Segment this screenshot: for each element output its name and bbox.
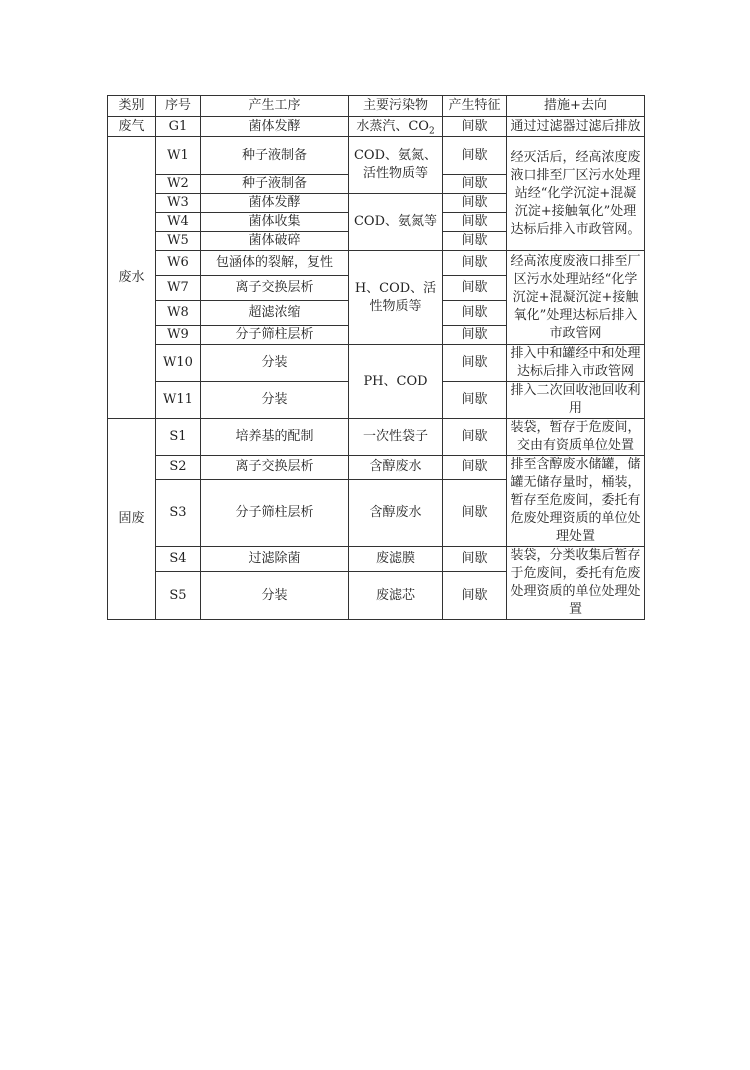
row-id: S2 (156, 456, 201, 480)
row-id: W11 (156, 382, 201, 419)
row-id: W9 (156, 326, 201, 345)
table-row (108, 345, 645, 382)
row-process: 离子交换层析 (201, 456, 349, 480)
row-process: 分装 (201, 382, 349, 419)
header-process: 产生工序 (201, 96, 349, 117)
row-id: W1 (156, 137, 201, 175)
row-id: W3 (156, 194, 201, 213)
row-process: 种子液制备 (201, 175, 349, 194)
pollutant-subscript: 2 (428, 126, 435, 137)
row-feature: 间歇 (443, 232, 507, 251)
row-feature: 间歇 (443, 117, 507, 137)
merged-measure-w6-w9: 经高浓度废液口排至厂区污水处理站经“化学沉淀+混凝沉淀+接触氧化”处理达标后排入市政管网 (507, 251, 645, 345)
row-feature: 间歇 (443, 137, 507, 175)
row-process: 培养基的配制 (201, 419, 349, 456)
row-measure: 装袋，暂存于危废间，交由有资质单位处置 (507, 419, 645, 456)
row-feature: 间歇 (443, 456, 507, 480)
table-row (108, 117, 645, 137)
row-feature: 间歇 (443, 419, 507, 456)
pollutant-text: 水蒸汽、CO (356, 118, 429, 134)
row-pollutant: 含醇废水 (349, 479, 443, 546)
row-process: 菌体破碎 (201, 232, 349, 251)
row-id: W4 (156, 213, 201, 232)
row-process: 分子筛柱层析 (201, 479, 349, 546)
row-process: 过滤除菌 (201, 547, 349, 572)
table-row (108, 547, 645, 572)
category-water: 废水 (108, 137, 156, 419)
row-feature: 间歇 (443, 194, 507, 213)
row-id: W6 (156, 251, 201, 276)
row-measure: 通过过滤器过滤后排放 (507, 117, 645, 137)
row-id: W7 (156, 276, 201, 301)
row-feature: 间歇 (443, 326, 507, 345)
row-pollutant: 含醇废水 (349, 456, 443, 480)
row-feature: 间歇 (443, 345, 507, 382)
row-process: 分子筛柱层析 (201, 326, 349, 345)
row-process: 菌体发酵 (201, 194, 349, 213)
header-measure: 措施+去向 (507, 96, 645, 117)
row-pollutant: 废滤芯 (349, 572, 443, 620)
row-feature: 间歇 (443, 479, 507, 546)
row-pollutant: 一次性袋子 (349, 419, 443, 456)
table-row (108, 456, 645, 480)
header-category: 类别 (108, 96, 156, 117)
category-gas: 废气 (108, 117, 156, 137)
row-feature: 间歇 (443, 175, 507, 194)
row-pollutant: 废滤膜 (349, 547, 443, 572)
table-header-row (108, 96, 645, 117)
row-process: 离子交换层析 (201, 276, 349, 301)
row-id: S5 (156, 572, 201, 620)
row-measure: 排入中和罐经中和处理达标后排入市政管网 (507, 345, 645, 382)
merged-pollutant-w3-w5: COD、氨氮等 (349, 194, 443, 251)
category-solid: 固废 (108, 419, 156, 620)
row-id: S1 (156, 419, 201, 456)
row-id: W10 (156, 345, 201, 382)
header-feature: 产生特征 (443, 96, 507, 117)
row-id: W2 (156, 175, 201, 194)
row-feature: 间歇 (443, 213, 507, 232)
row-id: G1 (156, 117, 201, 137)
row-feature: 间歇 (443, 382, 507, 419)
row-measure: 排至含醇废水储罐，储罐无储存量时，桶装，暂存至危废间，委托有危废处理资质的单位处理处置 (507, 456, 645, 547)
row-feature: 间歇 (443, 301, 507, 326)
row-measure: 排入二次回收池回收利用 (507, 382, 645, 419)
merged-pollutant-w1-w2: COD、氨氮、活性物质等 (349, 137, 443, 194)
header-serial: 序号 (156, 96, 201, 117)
row-feature: 间歇 (443, 251, 507, 276)
row-feature: 间歇 (443, 547, 507, 572)
row-process: 超滤浓缩 (201, 301, 349, 326)
row-process: 菌体收集 (201, 213, 349, 232)
row-id: W8 (156, 301, 201, 326)
row-process: 分装 (201, 572, 349, 620)
row-feature: 间歇 (443, 572, 507, 620)
row-id: W5 (156, 232, 201, 251)
pollutant-table (107, 95, 645, 620)
row-feature: 间歇 (443, 276, 507, 301)
merged-pollutant-w6-w9: H、COD、活性物质等 (349, 251, 443, 345)
table-row (108, 137, 645, 175)
merged-measure-w1-w5: 经灭活后，经高浓度废液口排至厂区污水处理站经“化学沉淀+混凝沉淀+接触氧化”处理达标后排入市政管网。 (507, 137, 645, 251)
row-process: 种子液制备 (201, 137, 349, 175)
row-measure: 装袋，分类收集后暂存于危废间，委托有危废处理资质的单位处理处置 (507, 547, 645, 620)
row-process: 菌体发酵 (201, 117, 349, 137)
row-id: S3 (156, 479, 201, 546)
row-pollutant (349, 117, 443, 137)
row-process: 分装 (201, 345, 349, 382)
table-row (108, 419, 645, 456)
row-id: S4 (156, 547, 201, 572)
header-pollutant: 主要污染物 (349, 96, 443, 117)
row-process: 包涵体的裂解，复性 (201, 251, 349, 276)
table-row (108, 251, 645, 276)
merged-pollutant-w10-w11: PH、COD (349, 345, 443, 419)
